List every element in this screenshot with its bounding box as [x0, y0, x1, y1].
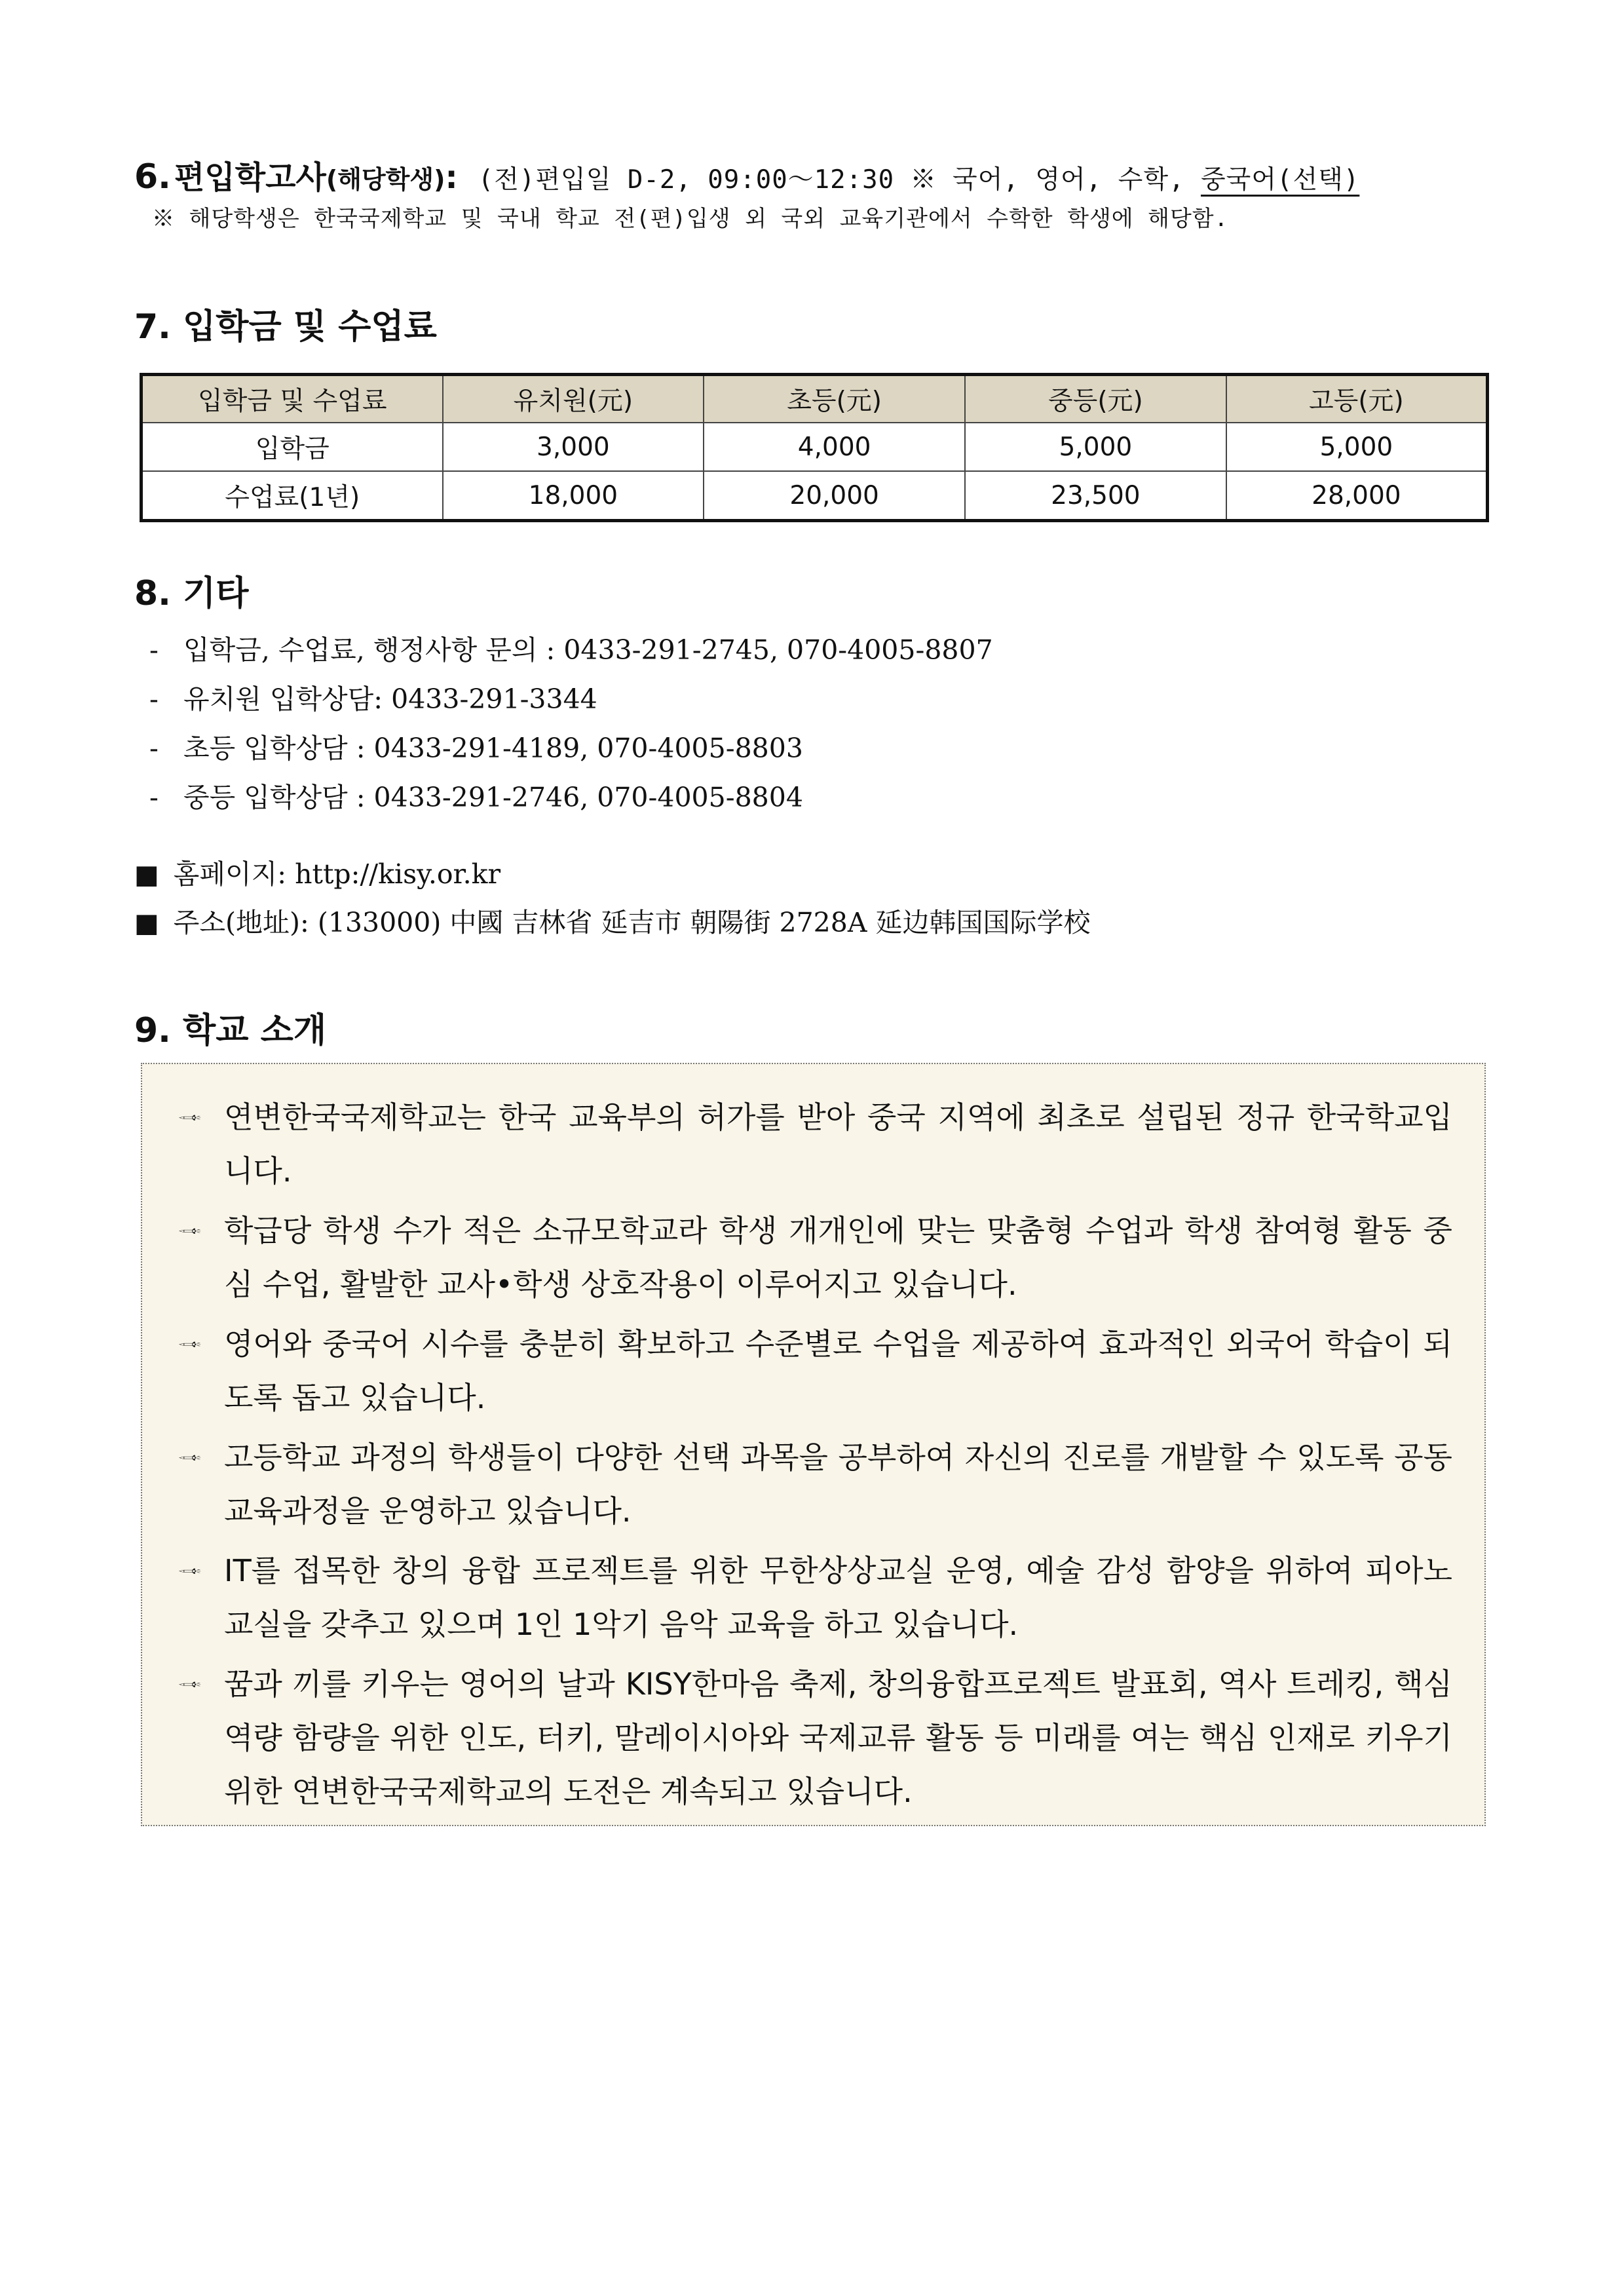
section6-detail: (전)편입일 D-2, 09:00～12:30 ※ 국어, 영어, 수학, [478, 165, 1201, 195]
intro-item [178, 1544, 1452, 1651]
homepage-line [134, 852, 500, 891]
homepage-text: 홈페이지: http://kisy.or.kr [173, 858, 501, 890]
contact-text: 중등 입학상담 : 0433-291-2746, 070-4005-8804 [183, 782, 803, 813]
table-row [142, 423, 1488, 471]
leaf-bullet-icon: 🙬 [178, 1214, 202, 1247]
intro-text: 고등학교 과정의 학생들이 다양한 선택 과목을 공부하여 자신의 진로를 개발할 수 있도록 공동교육과정을 운영하고 있습니다. [224, 1440, 1452, 1529]
section6-title: 편입학고사 [174, 159, 326, 196]
square-bullet-icon: ■ [134, 908, 159, 938]
intro-item [178, 1090, 1452, 1198]
section7-title: 7. 입학금 및 수업료 [134, 307, 437, 347]
section6-note: ※ 해당학생은 한국국제학교 및 국내 학교 전(편)입생 외 국외 교육기관에서 수학한 학생에 해당함. [152, 206, 1229, 232]
list-item [149, 675, 993, 724]
table-cell: 18,000 [443, 471, 704, 521]
address-line [134, 901, 1091, 940]
table-row [142, 471, 1488, 521]
address-text: 주소(地址): (133000) 中國 吉林省 延吉市 朝陽街 2728A 延边韩国国际学校 [173, 907, 1091, 938]
leaf-bullet-icon: 🙬 [178, 1100, 202, 1134]
table-cell: 5,000 [965, 423, 1226, 471]
fee-table-header-row [142, 375, 1488, 423]
contact-text: 입학금, 수업료, 행정사항 문의 : 0433-291-2745, 070-4005-8807 [183, 634, 993, 666]
section6-colon: : [445, 159, 458, 196]
list-item [149, 626, 993, 675]
table-cell: 입학금 [142, 423, 443, 471]
intro-text: 꿈과 끼를 키우는 영어의 날과 KISY한마음 축제, 창의융합프로젝트 발표회, 역사 트레킹, 핵심 역량 함량을 위한 인도, 터키, 말레이시아와 국제교류 활동 등 미래를 여는 핵심 인재로 키우기 위한 연변한국국제학교의 도전은 계속되고 있습니다. [224, 1666, 1452, 1809]
intro-item [178, 1657, 1452, 1818]
table-cell: 20,000 [704, 471, 965, 521]
table-cell: 수업료(1년) [142, 471, 443, 521]
table-cell: 5,000 [1226, 423, 1488, 471]
leaf-bullet-icon: 🙬 [178, 1327, 202, 1360]
fee-table-header: 중등(元) [965, 375, 1226, 423]
section9-title: 9. 학교 소개 [134, 1011, 327, 1050]
leaf-bullet-icon: 🙬 [178, 1440, 202, 1474]
intro-text: 연변한국국제학교는 한국 교육부의 허가를 받아 중국 지역에 최초로 설립된 정규 한국학교입니다. [224, 1100, 1452, 1189]
intro-text: 학급당 학생 수가 적은 소규모학교라 학생 개개인에 맞는 맞춤형 수업과 학생 참여형 활동 중심 수업, 활발한 교사•학생 상호작용이 이루어지고 있습니다. [224, 1213, 1452, 1302]
intro-text: IT를 접목한 창의 융합 프로젝트를 위한 무한상상교실 운영, 예술 감성 함양을 위하여 피아노교실을 갖추고 있으며 1인 1악기 음악 교육을 하고 있습니다. [224, 1553, 1452, 1642]
dash-marker: - [149, 733, 159, 764]
intro-text: 영어와 중국어 시수를 충분히 확보하고 수준별로 수업을 제공하여 효과적인 외국어 학습이 되도록 돕고 있습니다. [224, 1326, 1452, 1415]
contact-list [149, 626, 993, 822]
section6-heading-line [134, 152, 1359, 197]
list-item [149, 724, 993, 773]
table-cell: 3,000 [443, 423, 704, 471]
dash-marker: - [149, 634, 159, 666]
fee-table-header: 입학금 및 수업료 [142, 375, 443, 423]
section8-title: 8. 기타 [134, 574, 249, 613]
section6-subtitle: (해당학생) [326, 165, 445, 194]
table-cell: 23,500 [965, 471, 1226, 521]
leaf-bullet-icon: 🙬 [178, 1667, 202, 1700]
contact-text: 초등 입학상담 : 0433-291-4189, 070-4005-8803 [183, 733, 803, 764]
section6-number: 6. [134, 157, 171, 197]
school-intro-box [141, 1063, 1486, 1826]
dash-marker: - [149, 782, 159, 813]
table-cell: 4,000 [704, 423, 965, 471]
fee-table-header: 유치원(元) [443, 375, 704, 423]
leaf-bullet-icon: 🙬 [178, 1554, 202, 1587]
fee-table-header: 초등(元) [704, 375, 965, 423]
square-bullet-icon: ■ [134, 860, 159, 890]
table-cell: 28,000 [1226, 471, 1488, 521]
fee-table-header: 고등(元) [1226, 375, 1488, 423]
dash-marker: - [149, 683, 159, 715]
intro-item [178, 1317, 1452, 1425]
section6-optional-subject: 중국어(선택) [1200, 165, 1360, 195]
list-item [149, 773, 993, 822]
fee-table [140, 373, 1489, 522]
intro-item [178, 1430, 1452, 1538]
intro-item [178, 1204, 1452, 1311]
contact-text: 유치원 입학상담: 0433-291-3344 [183, 683, 597, 715]
